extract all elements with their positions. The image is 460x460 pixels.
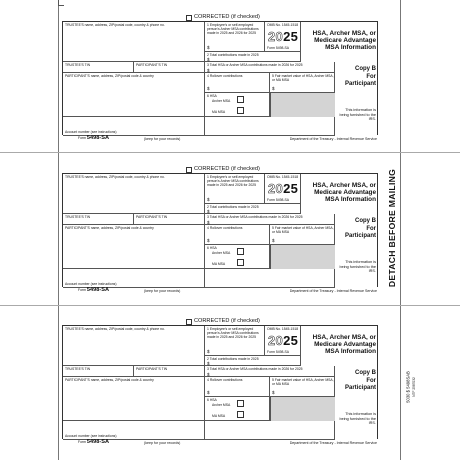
trustee-tin-cell[interactable] xyxy=(63,366,134,377)
box5-dollar: $ xyxy=(272,86,275,91)
corrected-label: CORRECTED (if checked) xyxy=(194,14,260,20)
keep-note: (keep for your records) xyxy=(144,136,181,141)
box2-cell[interactable] xyxy=(205,204,301,214)
box5-cell[interactable] xyxy=(270,377,335,397)
box2-label: 2 Total contributions made in 2025 xyxy=(207,205,259,209)
year-cell xyxy=(265,22,301,52)
perforation-line-top xyxy=(0,152,460,153)
participant-tin-label: PARTICIPANT'S TIN xyxy=(136,63,168,67)
form-copy-1 xyxy=(62,14,377,144)
department-label: Department of the Treasury - Internal Revenue Service xyxy=(289,136,377,141)
participant-name-label: PARTICIPANT'S name, address, ZIP/postal code & country xyxy=(65,378,154,382)
box1-dollar: $ xyxy=(207,349,210,354)
box6-label: 6 HSA xyxy=(207,398,217,402)
form-title: HSA, Archer MSA, or Medicare Advantage MSA Information xyxy=(312,182,376,203)
account-right-cell xyxy=(205,269,335,288)
box6-label: 6 HSA xyxy=(207,94,217,98)
participant-name-cell[interactable] xyxy=(63,225,205,269)
department-label: Department of the Treasury - Internal Revenue Service xyxy=(289,440,377,445)
box2-cell[interactable] xyxy=(205,356,301,366)
corrected-line xyxy=(186,14,260,21)
corrected-label: CORRECTED (if checked) xyxy=(194,166,260,172)
omb-number: OMB No. 1545-1518 xyxy=(267,23,299,27)
form-grid xyxy=(62,173,377,287)
box4-cell[interactable] xyxy=(205,377,270,397)
account-cell[interactable] xyxy=(63,117,205,136)
box5-label: 5 Fair market value of HSA, Archer MSA, or MA MSA xyxy=(272,226,334,234)
box2-dollar: $ xyxy=(207,361,210,366)
box1-cell[interactable] xyxy=(205,326,265,356)
ma-msa-checkbox[interactable] xyxy=(237,259,244,266)
left-margin-line xyxy=(58,0,59,460)
trustee-name-cell[interactable] xyxy=(63,326,205,366)
omb-number: OMB No. 1545-1518 xyxy=(267,327,299,331)
ma-msa-checkbox[interactable] xyxy=(237,107,244,114)
trustee-name-cell[interactable] xyxy=(63,22,205,62)
year-cell xyxy=(265,326,301,356)
side-form-code: 5030 $ 5498SAB xyxy=(405,371,411,403)
trustee-tin-cell[interactable] xyxy=(63,62,134,73)
box5-label: 5 Fair market value of HSA, Archer MSA, or MA MSA xyxy=(272,74,334,82)
box2-label: 2 Total contributions made in 2025 xyxy=(207,357,259,361)
corrected-checkbox[interactable] xyxy=(186,319,192,325)
box4-cell[interactable] xyxy=(205,73,270,93)
participant-name-cell[interactable] xyxy=(63,73,205,117)
box1-dollar: $ xyxy=(207,197,210,202)
account-label: Account number (see instructions) xyxy=(65,434,117,438)
participant-tin-cell[interactable] xyxy=(134,366,205,377)
detach-notice: DETACH BEFORE MAILING xyxy=(387,168,397,288)
account-right-cell xyxy=(205,421,335,440)
box6-label: 6 HSA xyxy=(207,246,217,250)
footer-form-number: Form 5498-SA xyxy=(78,439,109,445)
form-copy-3 xyxy=(62,318,377,448)
tax-year: 2025 xyxy=(268,333,299,348)
shaded-area xyxy=(270,397,335,421)
box3-dollar: $ xyxy=(207,68,210,73)
box3-label: 3 Total HSA or Archer MSA contributions made in 2026 for 2025 xyxy=(207,367,303,371)
box4-label: 4 Rollover contributions xyxy=(207,378,243,382)
participant-tin-cell[interactable] xyxy=(134,62,205,73)
footer-form-number: Form 5498-SA xyxy=(78,135,109,141)
box5-cell[interactable] xyxy=(270,225,335,245)
account-cell[interactable] xyxy=(63,421,205,440)
box3-dollar: $ xyxy=(207,220,210,225)
right-column-border-3 xyxy=(377,325,378,439)
participant-name-cell[interactable] xyxy=(63,377,205,421)
omb-number: OMB No. 1545-1518 xyxy=(267,175,299,179)
form-grid xyxy=(62,21,377,135)
box1-dollar: $ xyxy=(207,45,210,50)
archer-msa-checkbox[interactable] xyxy=(237,248,244,255)
trustee-tin-label: TRUSTEE'S TIN xyxy=(65,215,91,219)
keep-note: (keep for your records) xyxy=(144,288,181,293)
box2-label: 2 Total contributions made in 2025 xyxy=(207,53,259,57)
top-corner-tick xyxy=(58,0,64,6)
form-grid xyxy=(62,325,377,439)
form-title: HSA, Archer MSA, or Medicare Advantage MSA Information xyxy=(312,334,376,355)
trustee-name-cell[interactable] xyxy=(63,174,205,214)
right-column-border-2 xyxy=(377,173,378,287)
box4-dollar: $ xyxy=(207,238,210,243)
ma-msa-label: MA MSA xyxy=(212,414,226,418)
trustee-tin-label: TRUSTEE'S TIN xyxy=(65,63,91,67)
year-cell xyxy=(265,174,301,204)
box5-dollar: $ xyxy=(272,390,275,395)
side-printer-code: NTF 2587032 xyxy=(412,377,416,397)
corrected-checkbox[interactable] xyxy=(186,167,192,173)
shaded-area xyxy=(270,245,335,269)
box2-dollar: $ xyxy=(207,57,210,62)
ma-msa-checkbox[interactable] xyxy=(237,411,244,418)
right-column-border xyxy=(377,21,378,135)
box4-dollar: $ xyxy=(207,86,210,91)
box2-cell[interactable] xyxy=(205,52,301,62)
trustee-tin-label: TRUSTEE'S TIN xyxy=(65,367,91,371)
participant-name-label: PARTICIPANT'S name, address, ZIP/postal code & country xyxy=(65,74,154,78)
box3-label: 3 Total HSA or Archer MSA contributions made in 2026 for 2025 xyxy=(207,215,303,219)
irs-note: This information is being furnished to the IRS. xyxy=(339,260,376,274)
trustee-name-label: TRUSTEE'S name, address, ZIP/postal code, country & phone no. xyxy=(65,23,165,27)
trustee-tin-cell[interactable] xyxy=(63,214,134,225)
box4-cell[interactable] xyxy=(205,225,270,245)
box5-label: 5 Fair market value of HSA, Archer MSA, or MA MSA xyxy=(272,378,334,386)
box4-label: 4 Rollover contributions xyxy=(207,226,243,230)
form-copy-2 xyxy=(62,166,377,296)
box4-dollar: $ xyxy=(207,390,210,395)
footer-form-number: Form 5498-SA xyxy=(78,287,109,293)
archer-msa-checkbox[interactable] xyxy=(237,400,244,407)
trustee-name-label: TRUSTEE'S name, address, ZIP/postal code, country & phone no. xyxy=(65,175,165,179)
account-cell[interactable] xyxy=(63,269,205,288)
department-label: Department of the Treasury - Internal Revenue Service xyxy=(289,288,377,293)
archer-msa-label: Archer MSA xyxy=(212,403,231,407)
shaded-area xyxy=(270,93,335,117)
account-label: Account number (see instructions) xyxy=(65,130,117,134)
archer-msa-label: Archer MSA xyxy=(212,99,231,103)
copy-label: Copy B For Participant xyxy=(344,218,376,239)
account-label: Account number (see instructions) xyxy=(65,282,117,286)
box1-label: 1 Employee's or self-employed person's Archer MSA contributions made in 2025 and 2026 for 2025 xyxy=(207,327,259,339)
irs-note: This information is being furnished to the IRS. xyxy=(339,412,376,426)
corrected-checkbox[interactable] xyxy=(186,15,192,21)
form-title: HSA, Archer MSA, or Medicare Advantage MSA Information xyxy=(312,30,376,51)
ma-msa-label: MA MSA xyxy=(212,262,226,266)
form-id-small: Form 5498-SA xyxy=(267,350,290,354)
account-right-cell xyxy=(205,117,335,136)
tax-year: 2025 xyxy=(268,29,299,44)
box5-cell[interactable] xyxy=(270,73,335,93)
corrected-line xyxy=(186,166,260,173)
perforation-line-bottom xyxy=(0,305,460,306)
ma-msa-label: MA MSA xyxy=(212,110,226,114)
participant-tin-label: PARTICIPANT'S TIN xyxy=(136,367,168,371)
box5-dollar: $ xyxy=(272,238,275,243)
box2-dollar: $ xyxy=(207,209,210,214)
irs-note: This information is being furnished to the IRS. xyxy=(339,108,376,122)
form-id-small: Form 5498-SA xyxy=(267,198,290,202)
box1-label: 1 Employee's or self-employed person's Archer MSA contributions made in 2025 and 2026 for 2025 xyxy=(207,175,259,187)
box3-label: 3 Total HSA or Archer MSA contributions made in 2026 for 2025 xyxy=(207,63,303,67)
box3-dollar: $ xyxy=(207,372,210,377)
archer-msa-checkbox[interactable] xyxy=(237,96,244,103)
box1-label: 1 Employee's or self-employed person's Archer MSA contributions made in 2025 and 2026 for 2025 xyxy=(207,23,259,35)
keep-note: (keep for your records) xyxy=(144,440,181,445)
tax-year: 2025 xyxy=(268,181,299,196)
participant-tin-cell[interactable] xyxy=(134,214,205,225)
participant-tin-label: PARTICIPANT'S TIN xyxy=(136,215,168,219)
participant-name-label: PARTICIPANT'S name, address, ZIP/postal code & country xyxy=(65,226,154,230)
box6-cell xyxy=(205,93,270,117)
form-id-small: Form 5498-SA xyxy=(267,46,290,50)
copy-label: Copy B For Participant xyxy=(344,66,376,87)
box6-cell xyxy=(205,245,270,269)
box1-cell[interactable] xyxy=(205,174,265,204)
trustee-name-label: TRUSTEE'S name, address, ZIP/postal code, country & phone no. xyxy=(65,327,165,331)
box1-cell[interactable] xyxy=(205,22,265,52)
copy-label: Copy B For Participant xyxy=(344,370,376,391)
corrected-label: CORRECTED (if checked) xyxy=(194,318,260,324)
corrected-line xyxy=(186,318,260,325)
archer-msa-label: Archer MSA xyxy=(212,251,231,255)
box4-label: 4 Rollover contributions xyxy=(207,74,243,78)
box6-cell xyxy=(205,397,270,421)
